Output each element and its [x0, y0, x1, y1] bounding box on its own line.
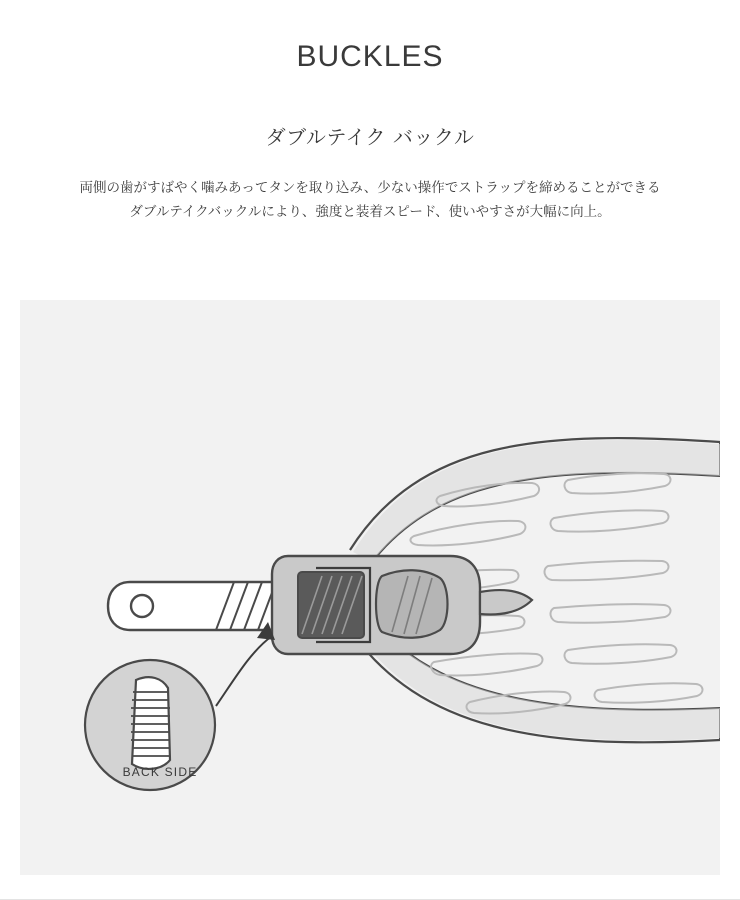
callout-arrow-line — [216, 636, 272, 706]
buckle-window — [298, 572, 364, 638]
section-description — [0, 150, 740, 224]
buckle-diagram-figure — [20, 300, 720, 875]
backside-caption: BACK SIDE — [122, 765, 198, 779]
section-subtitle: ダブルテイク バックル — [265, 125, 475, 149]
buckle-illustration — [20, 300, 720, 875]
page-title: BUCKLES — [296, 40, 444, 73]
buckle-tab — [480, 590, 532, 614]
description-line-1: 両側の歯がすばやく噛みあってタンを取り込み、少ない操作でストラップを締めることができる — [79, 180, 661, 196]
strap-hole — [131, 595, 153, 617]
description-line-2: ダブルテイクバックルにより、強度と装着スピード、使いやすさが大幅に向上。 — [129, 203, 611, 220]
